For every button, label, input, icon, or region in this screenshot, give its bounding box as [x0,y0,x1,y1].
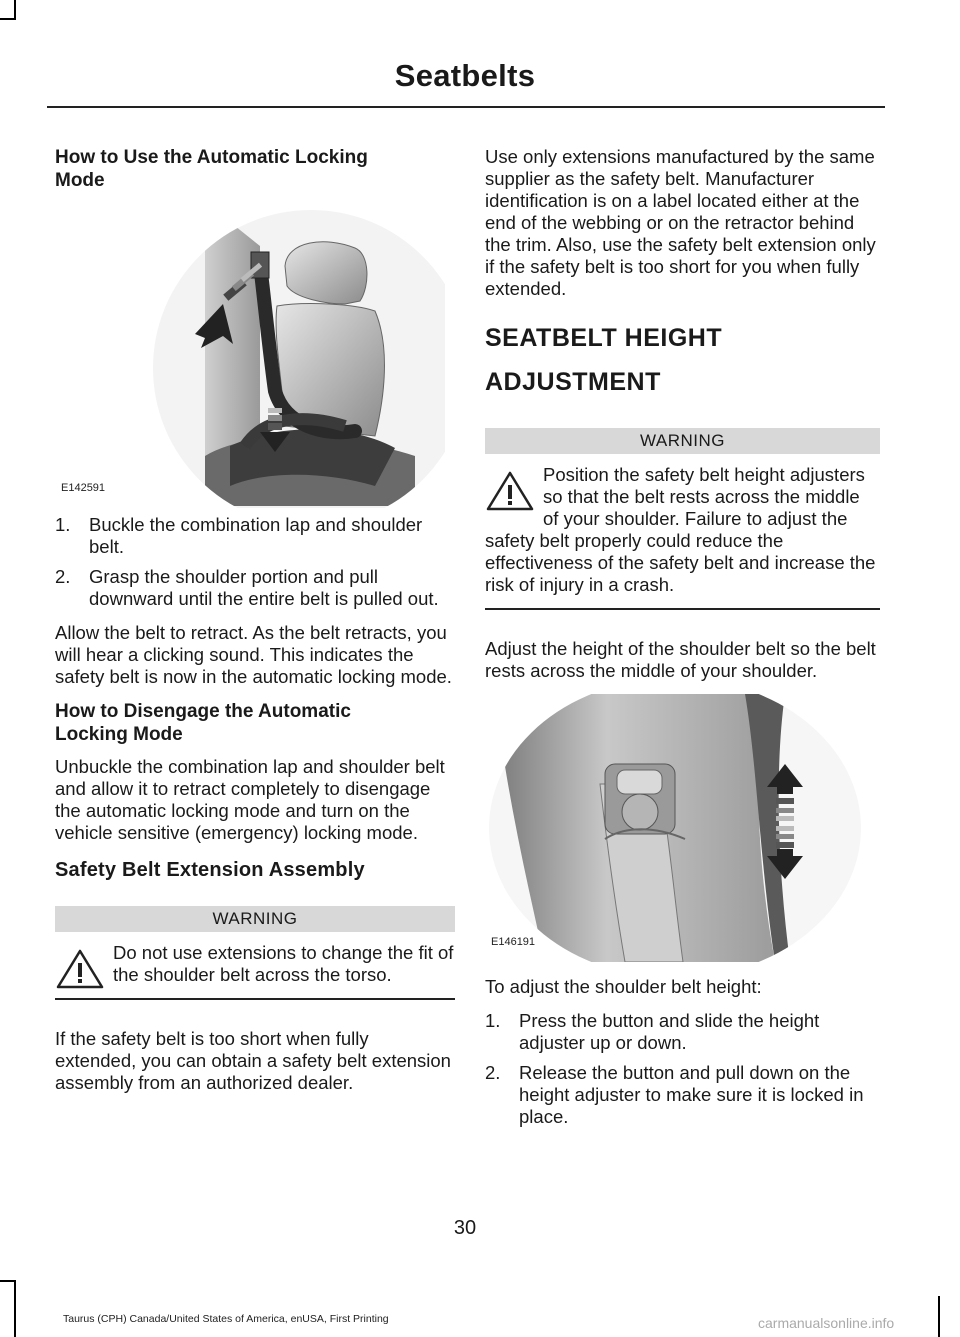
watermark[interactable]: carmanualsonline.info [758,1315,895,1331]
warning-header: WARNING [485,428,880,454]
warning-rule [55,998,455,1000]
list-item: 2. Release the button and pull down on the height adjuster to make sure it is locked in place. [485,1061,864,1127]
crop-mark [14,1280,16,1337]
list-item: 2. Grasp the shoulder portion and pull downward until the entire belt is pulled out. [55,566,439,609]
warning-text: Position the safety belt height adjusters so that the belt rests across the middle of your shoulder. Failure to adjust the safety belt properly could reduce the effectiveness of the safety belt and increase the risk of injury in a crash. [485,464,876,595]
paragraph-extensions-only: Use only extensions manufactured by the same supplier as the safety belt. Manufacturer identification is on a label located either at the end of the webbing or on the retractor behind the trim. Also, use the safety belt extension only if the safety belt is too short for you when fully extended. [485,146,876,299]
right-column [485,146,880,1140]
height-adjuster-illustration [485,694,875,962]
crop-mark [0,1280,16,1282]
footer-text: Taurus (CPH) Canada/United States of America, enUSA, First Printing [63,1313,389,1325]
warning-triangle-icon [485,470,535,512]
heading-use-automatic-locking: How to Use the Automatic Locking Mode [55,147,368,191]
left-column [55,146,455,1106]
crop-mark [938,1296,940,1337]
paragraph-extension: If the safety belt is too short when fully extended, you can obtain a safety belt extension assembly from an authorized dealer. [55,1027,451,1093]
height-adjuster-figure [485,694,880,962]
heading-seatbelt-height: SEATBELT HEIGHT ADJUSTMENT [485,324,723,396]
warning-header: WARNING [55,906,455,932]
crop-mark [14,0,16,20]
page-number: 30 [453,1217,477,1239]
seat-illustration [55,186,445,508]
seat-belt-figure [55,186,455,508]
warning-rule [485,608,880,610]
paragraph-retract: Allow the belt to retract. As the belt retracts, you will hear a clicking sound. This indicates the safety belt is now in the automatic locking mode. [55,622,452,687]
heading-disengage: How to Disengage the Automatic Locking Mode [55,701,351,745]
list-item: 1. Press the button and slide the height adjuster up or down. [485,1009,820,1053]
warning-box [485,464,880,596]
warning-text: Do not use extensions to change the fit of the shoulder belt across the torso. [113,942,454,985]
list-item: 1. Buckle the combination lap and shoulder belt. [55,514,423,557]
crop-mark [0,18,16,20]
steps-list [485,1010,880,1128]
paragraph-adjust: Adjust the height of the shoulder belt so the belt rests across the middle of your shoulder. [485,637,876,681]
steps-list [55,514,455,610]
paragraph-to-adjust: To adjust the shoulder belt height: [485,975,762,997]
heading-extension-assembly: Safety Belt Extension Assembly [55,859,365,881]
warning-triangle-icon [55,948,105,990]
paragraph-disengage: Unbuckle the combination lap and shoulder belt and allow it to retract completely to disengage the automatic locking mode and turn on the vehicle sensitive (emergency) locking mode. [55,756,445,843]
figure-code: E146191 [491,935,536,948]
warning-box [55,942,455,986]
page-title: Seatbelts [394,58,536,93]
figure-code: E142591 [61,482,106,494]
header-rule [47,106,885,108]
